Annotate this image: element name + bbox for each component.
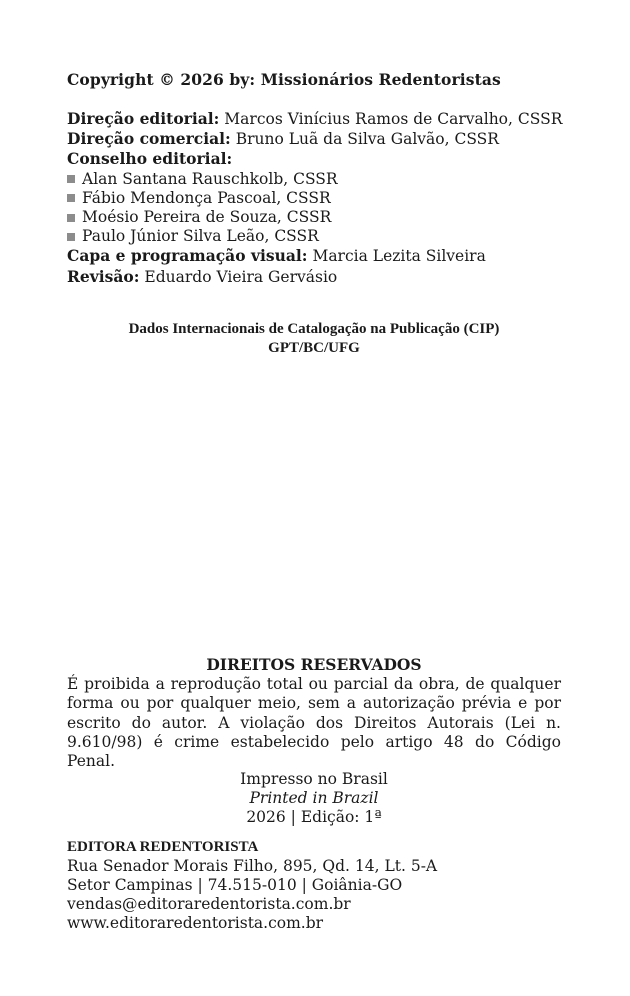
cip-block xyxy=(67,320,561,358)
rights-title: DIREITOS RESERVADOS xyxy=(206,655,422,674)
printed-in-brasil: Impresso no Brasil xyxy=(240,770,388,788)
rights-text: É proibida a reprodução total ou parcial da obra, de qualquer forma ou por qualquer meio, sem a autorização prévia e por escrito do autor. A violação dos Direitos Autorais (Lei n. 9.610/98) é crime estabelecido pelo artigo 48 do Código Penal. xyxy=(67,675,561,771)
commercial-direction-label: Direção comercial: xyxy=(67,129,231,149)
publisher-website: www.editoraredentorista.com.br xyxy=(67,914,324,932)
editorial-direction-line xyxy=(67,109,561,129)
copyright-notice: Copyright © 2026 by: Missionários Redentoristas xyxy=(67,70,501,89)
editorial-direction-value: Marcos Vinícius Ramos de Carvalho, CSSR xyxy=(219,110,563,128)
council-member xyxy=(67,208,561,227)
council-member xyxy=(67,227,561,246)
publisher-address-city: Setor Campinas | 74.515-010 | Goiânia-GO xyxy=(67,876,403,894)
editorial-council-label: Conselho editorial: xyxy=(67,149,233,169)
council-member xyxy=(67,189,561,208)
commercial-direction-line xyxy=(67,129,561,149)
cover-design-label: Capa e programação visual: xyxy=(67,246,308,266)
editorial-council-line xyxy=(67,149,561,169)
edition-line: 2026 | Edição: 1ª xyxy=(246,808,382,827)
revision-value: Eduardo Vieira Gervásio xyxy=(139,267,338,286)
cip-title: Dados Internacionais de Catalogação na Publicação (CIP) xyxy=(128,321,500,337)
council-member-name: Paulo Júnior Silva Leão, CSSR xyxy=(82,227,319,246)
square-bullet-icon xyxy=(67,175,75,183)
revision-label: Revisão: xyxy=(67,266,140,286)
publisher-block xyxy=(67,838,561,933)
printed-in-brazil: Printed in Brazil xyxy=(249,789,379,808)
square-bullet-icon xyxy=(67,233,75,241)
printed-block xyxy=(67,770,561,828)
council-member-name: Alan Santana Rauschkolb, CSSR xyxy=(82,169,338,188)
council-member-name: Fábio Mendonça Pascoal, CSSR xyxy=(82,188,331,207)
rights-block xyxy=(67,655,561,771)
square-bullet-icon xyxy=(67,194,75,202)
copyright-page xyxy=(67,0,561,996)
council-member xyxy=(67,170,561,189)
square-bullet-icon xyxy=(67,214,75,222)
publisher-name: EDITORA REDENTORISTA xyxy=(67,839,259,855)
cover-design-line xyxy=(67,246,561,266)
publisher-email: vendas@editoraredentorista.com.br xyxy=(67,895,351,913)
cip-code: GPT/BC/UFG xyxy=(268,340,360,356)
cover-design-value: Marcia Lezita Silveira xyxy=(307,247,486,266)
council-member-name: Moésio Pereira de Souza, CSSR xyxy=(82,208,332,227)
revision-line xyxy=(67,267,561,287)
editorial-direction-label: Direção editorial: xyxy=(67,109,220,128)
commercial-direction-value: Bruno Luã da Silva Galvão, CSSR xyxy=(230,130,499,149)
credits-block xyxy=(67,109,561,287)
publisher-address-street: Rua Senador Morais Filho, 895, Qd. 14, Lt. 5-A xyxy=(67,857,438,875)
